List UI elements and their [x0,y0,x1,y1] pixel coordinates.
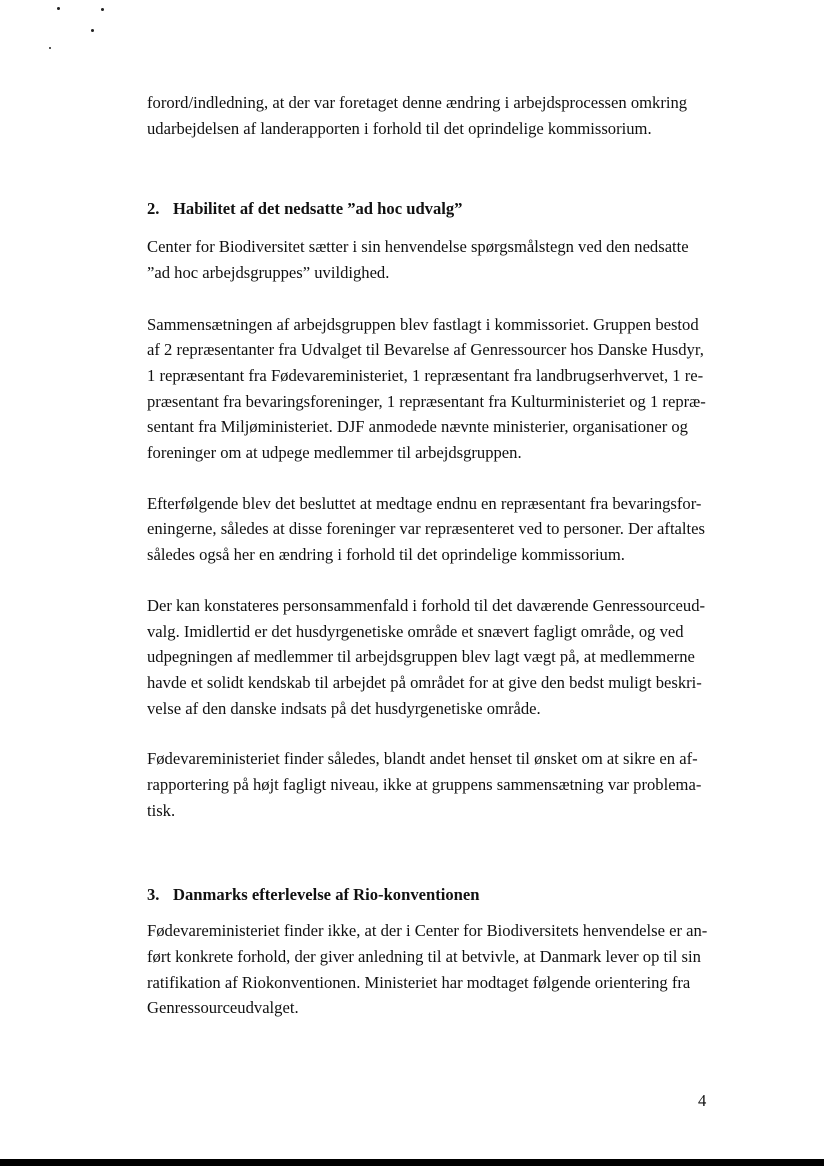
text-line: velse af den danske indsats på det husdyrgenetiske område. [147,698,541,718]
text-line: ført konkrete forhold, der giver anledning til at betvivle, at Danmark lever op til sin [147,946,701,966]
text-line: Efterfølgende blev det besluttet at medtage endnu en repræsentant fra bevaringsfor- [147,493,702,513]
text-line: Fødevareministeriet finder således, blandt andet henset til ønsket om at sikre en af- [147,749,698,769]
paragraph-personsammenfald [147,593,717,722]
text-line: ratifikation af Riokonventionen. Ministeriet har modtaget følgende orientering fra [147,972,691,992]
text-line: Der kan konstateres personsammenfald i forhold til det daværende Genressourceud- [147,595,706,615]
section-number: 2. [147,199,160,219]
text-line: Genressourceudvalget. [147,998,299,1018]
scan-bottom-edge [0,1159,824,1166]
section-number: 3. [147,885,160,905]
section-title: Danmarks efterlevelse af Rio-konventionen [173,885,480,905]
section-heading-rio-konventionen [147,882,717,908]
text-line: 1 repræsentant fra Fødevareministeriet, 1 repræsentant fra landbrugserhvervet, 1 re- [147,365,704,385]
text-line: foreninger om at udpege medlemmer til arbejdsgruppen. [147,443,522,463]
text-line: havde et solidt kendskab til arbejdet på området for at give den bedst muligt beskri- [147,672,702,692]
paragraph-intro-continuation [147,90,717,141]
text-line: udarbejdelsen af landerapporten i forhold til det oprindelige kommissorium. [147,118,652,138]
text-line: forord/indledning, at der var foretaget denne ændring i arbejdsprocessen omkring [147,93,688,112]
text-line: sentant fra Miljøministeriet. DJF anmodede nævnte ministerier, organisationer og [147,417,688,437]
text-line: ”ad hoc arbejdsgruppes” uvildighed. [147,262,390,282]
document-body [147,90,717,1021]
text-line: valg. Imidlertid er det husdyrgenetiske område et snævert fagligt område, og ved [147,621,684,641]
text-line: rapportering på højt fagligt niveau, ikke at gruppens sammensætning var problema- [147,775,702,795]
text-line: Fødevareministeriet finder ikke, at der i Center for Biodiversitets henvendelse er an- [147,921,708,941]
page-number: 4 [698,1091,707,1110]
paragraph-efterfoelgende [147,491,717,568]
section-heading-habilitet [147,196,717,222]
scan-speck [101,8,104,11]
paragraph-foedevareministeriet-finder [147,746,717,823]
text-line: Center for Biodiversitet sætter i sin henvendelse spørgsmålstegn ved den nedsatte [147,237,689,257]
text-line: tisk. [147,800,176,820]
text-line: præsentant fra bevaringsforeninger, 1 repræsentant fra Kulturministeriet og 1 repræ- [147,391,706,411]
scan-speck [57,7,60,10]
paragraph-riokonventionen [147,918,717,1021]
text-line: udpegningen af medlemmer til arbejdsgruppen blev lagt vægt på, at medlemmerne [147,647,695,667]
paragraph-center-henvendelse [147,234,717,285]
text-line: af 2 repræsentanter fra Udvalget til Bevarelse af Genressourcer hos Danske Husdyr, [147,340,704,360]
text-line: Sammensætningen af arbejdsgruppen blev fastlagt i kommissoriet. Gruppen bestod [147,314,699,334]
scan-speck [91,29,94,32]
paragraph-sammensaetning [147,312,717,466]
text-line: således også her en ændring i forhold til det oprindelige kommissorium. [147,545,625,565]
text-line: eningerne, således at disse foreninger var repræsenteret ved to personer. Der aftaltes [147,519,705,539]
scan-speck [49,47,51,49]
section-title: Habilitet af det nedsatte ”ad hoc udvalg” [173,199,463,219]
